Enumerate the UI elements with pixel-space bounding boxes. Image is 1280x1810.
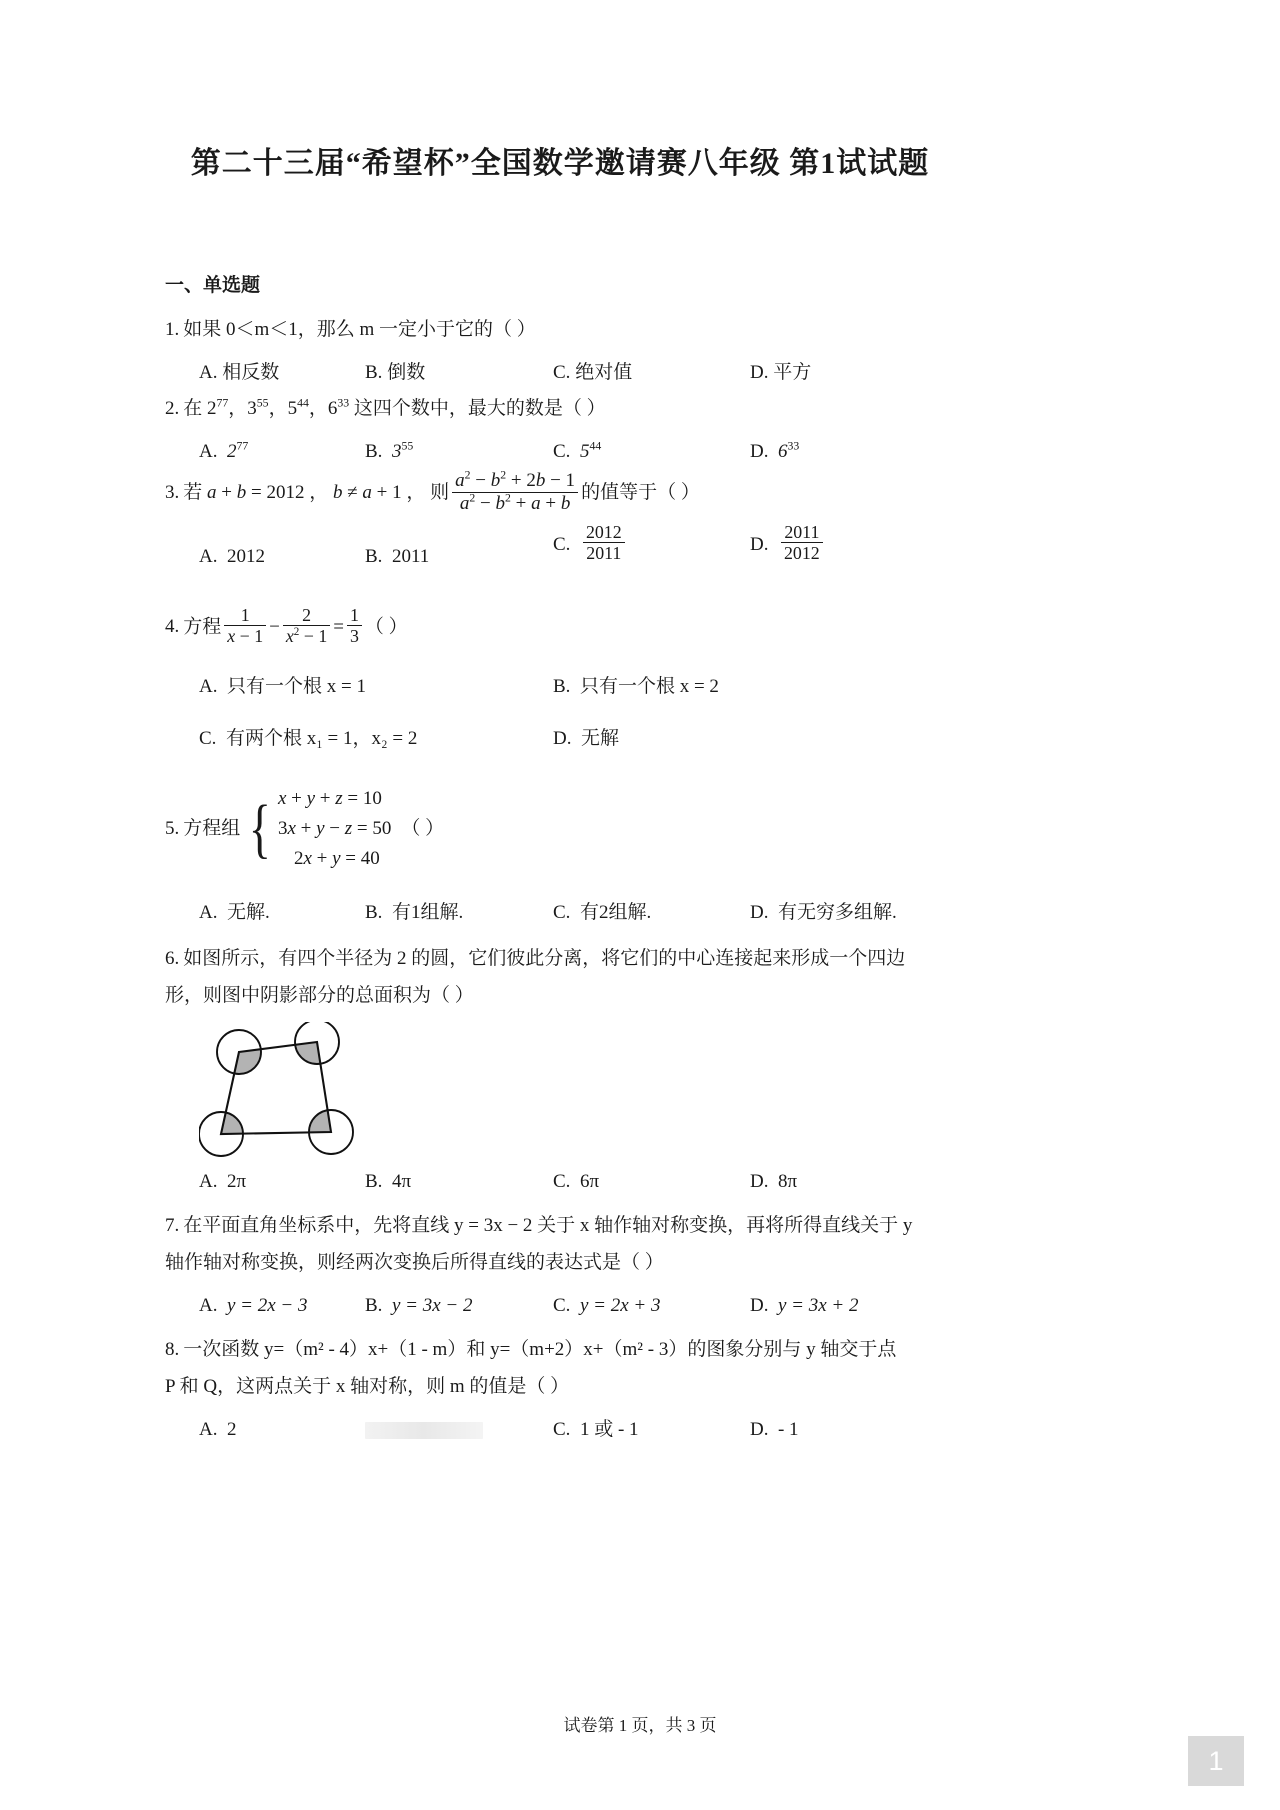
question-2-stem: 2. 在 $2^{77}$，$3^{55}$，$5^{44}$，$6^{33}$ 这四个数中，最大的数是（ ） (165, 396, 606, 420)
question-5-option-c[interactable]: C. 有2组解. (553, 901, 652, 923)
question-6-stem-line-1: 6. 如图所示，有四个半径为 2 的圆，它们彼此分离，将它们的中心连接起来形成一个四边 (165, 947, 906, 969)
question-5-option-a[interactable]: A. 无解. (199, 901, 270, 923)
question-7-number: 7. (165, 1214, 180, 1236)
question-5-equation-system (244, 784, 391, 874)
page-number-badge: 1 (1188, 1736, 1244, 1786)
geometry-figure-svg (199, 1022, 379, 1157)
question-5-stem: 5. 方程组 { x + y + z = 10 3x + y − z = 50 2x + y = 40 （ ） (165, 784, 955, 874)
question-2 (165, 390, 955, 463)
question-3-number: 3. (165, 482, 180, 504)
question-7-stem-line-1: 7. 在平面直角坐标系中，先将直线 y = 3x − 2 关于 x 轴作轴对称变换，再将所得直线关于 y (165, 1214, 913, 1236)
four-circles-quadrilateral-diagram (199, 1022, 379, 1157)
question-1-text: 如果 0＜m＜1，那么 m 一定小于它的（ ） (183, 319, 536, 340)
question-1-options (165, 354, 955, 384)
system-eq-3: 2x + y = 40 (293, 847, 380, 869)
question-6-options (165, 1163, 955, 1193)
question-8-option-b[interactable] (365, 1411, 483, 1448)
question-7-options (165, 1287, 955, 1317)
question-1-option-a[interactable]: A. 相反数 (199, 362, 280, 384)
question-4-fraction-3: $\frac{1}{3}$ (347, 605, 362, 646)
system-eq-1: x + y + z = 10 (277, 787, 382, 809)
question-8-option-d[interactable]: D. - 1 (750, 1418, 799, 1440)
section-heading: 一、单选题 (165, 275, 261, 296)
question-3-fraction: $\frac{a^2 - b^2 + 2b - 1}{a^2 - b^2 + a + b}$ (452, 470, 578, 514)
question-6-number: 6. (165, 947, 180, 969)
question-4-option-a[interactable]: A. 只有一个根 x = 1 (199, 675, 366, 697)
question-5-option-d[interactable]: D. 有无穷多组解. (750, 901, 897, 923)
left-brace: { (249, 791, 272, 865)
redacted-option-b-block (365, 1422, 483, 1439)
question-8-option-c[interactable]: C. 1 或 - 1 (553, 1418, 639, 1440)
question-2-option-b[interactable]: B. $3^{55}$ (365, 439, 414, 463)
question-8-stem-line-1: 8. 一次函数 y=（m² - 4）x+（1 - m）和 y=（m+2）x+（m² - 3）的图象分别与 y 轴交于点 (165, 1338, 897, 1360)
question-1 (165, 311, 955, 384)
question-8-options (165, 1411, 955, 1441)
question-1-option-c[interactable]: C. 绝对值 (553, 362, 633, 384)
question-4-option-c[interactable]: C. 有两个根 x₁ = 1，x₂ = 2 (199, 727, 418, 749)
paper-content (165, 120, 955, 1447)
question-1-number: 1. (165, 319, 180, 340)
question-8-stem-line-2: P 和 Q，这两点关于 x 轴对称，则 m 的值是（ ） (165, 1375, 570, 1397)
question-4-fraction-2: $\frac{2}{x^2 - 1}$ (283, 605, 330, 646)
question-7-option-c[interactable]: C. y = 2x + 3 (553, 1294, 661, 1316)
question-3-option-d[interactable]: D. $\frac{2011}{2012}$ (750, 521, 826, 569)
question-3-option-a[interactable]: A. 2012 (199, 545, 265, 567)
question-1-stem (165, 311, 955, 348)
system-eq-2: 3x + y − z = 50 (277, 817, 392, 839)
question-5-option-b[interactable]: B. 有1组解. (365, 901, 464, 923)
question-4-stem: 4. 方程 $\frac{1}{x - 1}$ − $\frac{2}{x^2 - 1}$ = $\frac{1}{3}$ （ ） (165, 604, 408, 646)
question-4-option-d[interactable]: D. 无解 (553, 727, 619, 749)
question-5-answer-paren: （ ） (401, 818, 445, 840)
question-7-stem-line-2: 轴作轴对称变换，则经两次变换后所得直线的表达式是（ ） (165, 1251, 664, 1273)
question-8 (165, 1331, 955, 1441)
question-3-options (165, 521, 955, 587)
question-2-option-a[interactable]: A. $2^{77}$ (199, 439, 249, 463)
question-5 (165, 784, 955, 924)
question-2-options (165, 433, 955, 463)
question-6-option-a[interactable]: A. 2π (199, 1170, 247, 1192)
question-8-number: 8. (165, 1338, 180, 1360)
question-3-option-b[interactable]: B. 2011 (365, 545, 430, 567)
question-2-number: 2. (165, 398, 180, 420)
question-1-option-d[interactable]: D. 平方 (750, 362, 812, 384)
question-7 (165, 1207, 955, 1317)
question-1-option-b[interactable]: B. 倒数 (365, 362, 426, 384)
question-4-options-row2 (165, 720, 955, 750)
question-4-number: 4. (165, 616, 180, 638)
question-6 (165, 940, 955, 1193)
question-7-option-d[interactable]: D. y = 3x + 2 (750, 1294, 859, 1316)
question-6-option-b[interactable]: B. 4π (365, 1170, 412, 1192)
question-7-option-a[interactable]: A. y = 2x − 3 (199, 1294, 308, 1316)
question-4 (165, 605, 955, 750)
page-footer: 试卷第 1 页，共 3 页 (563, 1716, 717, 1735)
question-2-option-d[interactable]: D. $6^{33}$ (750, 439, 800, 463)
question-4-option-b[interactable]: B. 只有一个根 x = 2 (553, 675, 719, 697)
question-6-stem-line-2: 形，则图中阴影部分的总面积为（ ） (165, 984, 474, 1006)
question-3-stem: 3. 若 a + b = 2012 ， b ≠ a + 1 ， 则 $\frac{a^2 - b^2 + 2b - 1}{a^2 - b^2 + a + b}$ 的值等于（ ） (165, 468, 700, 514)
question-4-options-row1 (165, 668, 955, 698)
question-8-option-a[interactable]: A. 2 (199, 1418, 237, 1440)
question-7-option-b[interactable]: B. y = 3x − 2 (365, 1294, 473, 1316)
question-5-options (165, 894, 955, 924)
question-3 (165, 469, 955, 587)
question-6-option-c[interactable]: C. 6π (553, 1170, 600, 1192)
question-6-option-d[interactable]: D. 8π (750, 1170, 798, 1192)
question-2-option-c[interactable]: C. $5^{44}$ (553, 439, 602, 463)
question-3-option-c[interactable]: C. $\frac{2012}{2011}$ (553, 521, 628, 569)
page-title: 第二十三届“希望杯”全国数学邀请赛八年级 第1试试题 (190, 147, 930, 180)
question-4-fraction-1: $\frac{1}{x - 1}$ (224, 605, 266, 646)
question-5-number: 5. (165, 818, 180, 840)
